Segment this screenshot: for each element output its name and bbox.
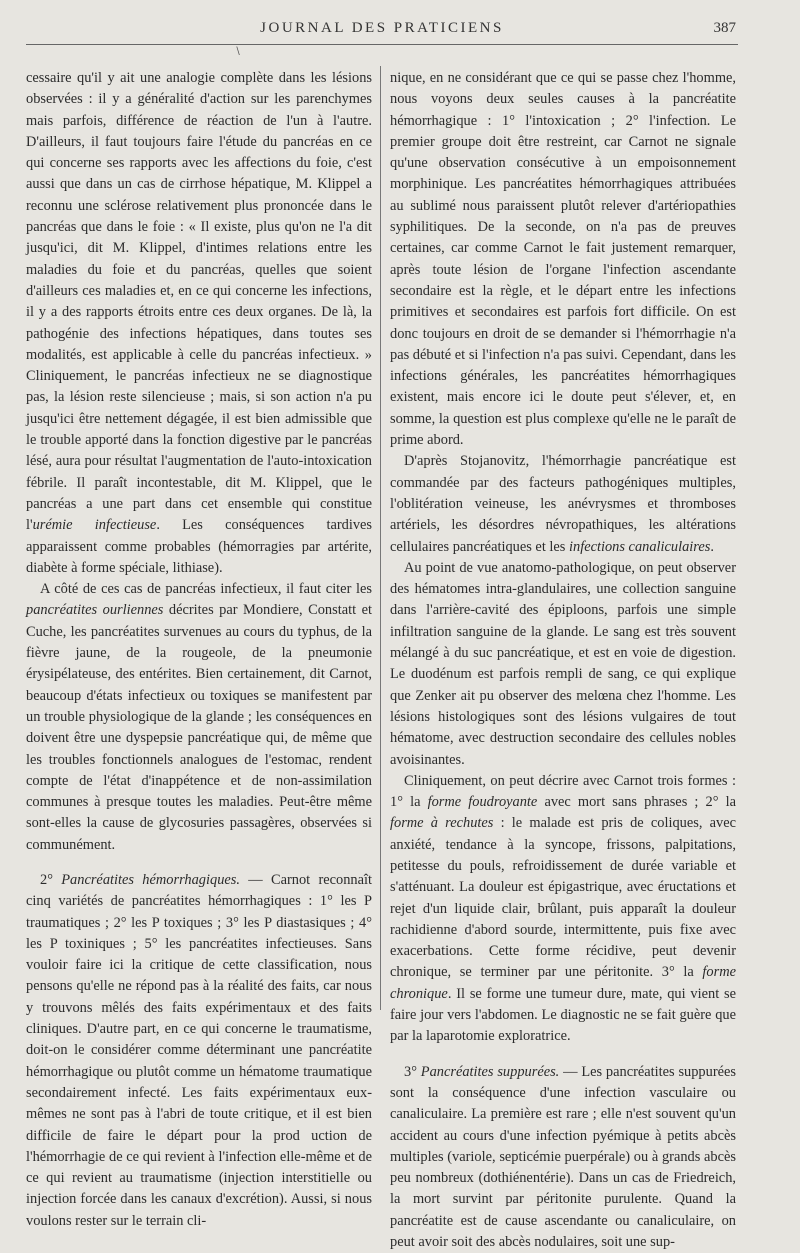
section-number: 2° [40, 871, 62, 888]
left-paragraph-1 [26, 68, 372, 579]
text-run: D'après Stojanovitz, l'hémorrhagie pancréatique est commandée par des facteurs pathogéniques multiples, l'oblitération veineuse, les anévrysmes et thromboses artériels, les désordres névropathiques, les altérations cellulaires pancréatiques et les [390, 453, 736, 555]
text-run: A côté de ces cas de pancréas infectieux, il faut citer les [40, 581, 372, 598]
right-paragraph-4 [390, 771, 736, 1048]
italic-term: forme chronique [390, 964, 736, 1002]
section-heading: Pancréatites hémorrhagiques. [61, 871, 240, 888]
text-run: Cliniquement, on peut décrire avec Carnot trois formes : 1° la [390, 772, 736, 811]
section-number: 3° [404, 1063, 421, 1080]
italic-term: forme foudroyante [427, 794, 538, 811]
italic-term: urémie infectieuse [32, 517, 157, 534]
text-run: — Les pancréatites suppurées sont la conséquence d'une infection vasculaire ou canaliculaire. La première est rare ; elle n'est souvent qu'un accident au cours d'une infection pyémique à petits abcès multiples (variole, septicémie puerpérale) ou à grands abcès peu nombreux (dothiénentérie). Dans un cas de Friedreich, la mort survint par péritonite purulente. Quand la pancréatite est de cause ascendante ou canaliculaire, on peut avoir soit des abcès nodulaires, soit une sup- [390, 1063, 736, 1251]
left-column [26, 68, 372, 1232]
text-run: décrites par Mondiere, Constatt et Cuche, les pancréatites survenues au cours du typhus, de la fièvre jaune, de la rougeole, de la pneumonie érysipélateuse, des entérites. Bien certainement, dit Carnot, beaucoup d'états infectieux ou toxiques se manifestent par un trouble physiologique de la glande ; les conséquences en doivent être une dyspepsie pancréatique qui, de même que les troubles fonctionnels analogues de l'estomac, rendent compte de l'état d'inappétence et de non-assimilation communes à presque toutes les maladies. Peut-être même sont-elles la cause de glycosuries passagères, observées si communément. [26, 602, 372, 853]
right-paragraph-2 [390, 451, 736, 557]
section-heading: Pancréatites suppurées. [420, 1063, 560, 1080]
text-run: : le malade est pris de coliques, avec anxiété, tendance à la syncope, frissons, palpitations, petitesse du pouls, refroidissement de durée variable et s'atténuant. La douleur est épigastrique, avec éructations et rejet d'un liquide clair, brûlant, puis apparaît la douleur rachidienne d'abord sourde, intermittente, puis fixe avec exacerbations. Cette forme récidive, peut devenir chronique, se terminer par une péritonite. 3° la [390, 815, 736, 981]
italic-term: pancréatites ourliennes [26, 602, 164, 619]
left-paragraph-2 [26, 579, 372, 856]
header-rule [26, 44, 738, 45]
text-run: . [710, 538, 714, 555]
text-run: . Les conséquences tardives apparaissent comme probables (hémorragies par artérite, diabète à forme spéciale, lithiase). [26, 517, 372, 576]
italic-term: forme à rechutes [390, 815, 494, 832]
column-divider [380, 66, 381, 1010]
text-run: . Il se forme une tumeur dure, mate, qui vient se faire jour vers l'abdomen. Le diagnostic ne se fait guère que par la laparotomie exploratrice. [390, 985, 736, 1045]
text-run: cessaire qu'il y ait une analogie complète dans les lésions observées : il y a généralité d'action sur les parenchymes mais parfois, différence de réaction de l'un à l'autre. D'ailleurs, il faut toujours faire l'étude du pancréas en ce qui concerne ses rapports avec les affections du foie, c'est aussi que dans un cas de cirrhose hépatique, M. Klippel a reconnu une sclérose relativement plus prononcée dans le pancréas que dans le foie : « Il existe, plus qu'on ne l'a dit jusqu'ici, dit M. Klippel, d'intimes relations entre les maladies du foie et du pancréas, quelles que soient d'ailleurs ces maladies et, en ce qui concerne les infections, il y a des rapports étroits entre ces deux organes. De là, la pathogénie des infections hépatiques, dans toutes ses modalités, est applicable à celle du pancréas infectieux. » Cliniquement, le pancréas infectieux ne se diagnostique pas, la lésion reste silencieuse ; mais, si son action n'a pu jusqu'ici être nettement dégagée, il est bien admissible que le trouble apporté dans la fonction digestive par le pancréas lésé, aura pour résultat l'augmentation de l'auto-intoxication fébrile. Il paraît incontestable, dit M. Klippel, que le pancréas a une part dans cet ensemble qui constitue l' [26, 70, 372, 534]
right-paragraph-1: nique, en ne considérant que ce qui se passe chez l'homme, nous voyons deux seules causes à la pancréatite hémorrhagique : 1° l'intoxication ; 2° l'infection. Le premier groupe doit être restreint, car Carnot ne signale qu'une observation consécutive à un empoisonnement morphinique. Les pancréatites hémorrhagiques attribuées au sublimé nous paraissent plutôt relever d'artériopathies syphilitiques. De la seconde, on n'a pas de preuves certaines, car comme Carnot le fait justement remarquer, après toute lésion de l'organe l'infection ascendante secondaire est la règle, et le départ entre les infections primitives et secondaires est parfois fort difficile. On est donc toujours en droit de se demander si l'hémorrhagie n'a pas débuté et si l'infection n'a pas suivi. Cependant, dans les infections générales, les pancréatites hémorrhagiques existent, mais encore ici le doute peut s'élever, et, en somme, la question est plus complexe qu'elle ne le paraît de prime abord. [390, 70, 736, 449]
text-run: avec mort sans phrases ; 2° la [537, 794, 737, 811]
page-header [26, 20, 738, 44]
italic-term: infections canaliculaires [569, 538, 711, 555]
right-column [390, 68, 736, 1253]
header-mark: \ [236, 46, 240, 57]
right-paragraph-3: Au point de vue anatomo-pathologique, on peut observer des hématomes intra-glandulaires, une collection sanguine dans l'arrière-cavité des épiploons, parfois une simple infiltration sanguine de la glande. Le sang est très souvent mélangé à du suc pancréatique, et est en voie de digestion. Le duodénum est parfois rempli de sang, ce qui explique que Zenker ait pu observer des melœna chez l'homme. Les lésions histologiques sont des lésions vulgaires de tout hématome, avec destruction secondaire des cellules nobles avoisinantes. [390, 559, 736, 768]
journal-title: JOURNAL DES PRATICIENS [260, 20, 504, 36]
text-run: — Carnot reconnaît cinq variétés de pancréatites hémorrhagiques : 1° les P traumatiques ; 2° les P toxiques ; 3° les P diastasiques ; 4° les P toxiniques ; 5° les pancréatites infectieuses. Sans vouloir faire ici la critique de cette classification, nous pensons qu'elle ne répond pas à la réalité des faits, car nous y trouvons mêlés des faits expérimentaux et des faits cliniques. D'autre part, en ce qui concerne le traumatisme, doit-on le considérer comme déterminant une pancréatite hémorrhagique ou plutôt comme un hématome traumatique secondairement infecté. Les faits expérimentaux eux-mêmes ne sont pas à l'abri de toute critique, et il est bien difficile de faire le départ pour la prod uction de l'hémorrhagie de ce qui revient à l'infection elle-même et de ce qui revient au traumatisme (injection interstitielle ou injection forcée dans les canaux d'excrétion). Aussi, si nous voulons rester sur le terrain cli- [26, 871, 372, 1229]
page-number: 387 [713, 20, 736, 36]
left-paragraph-3 [26, 870, 372, 1232]
right-paragraph-5 [390, 1062, 736, 1253]
